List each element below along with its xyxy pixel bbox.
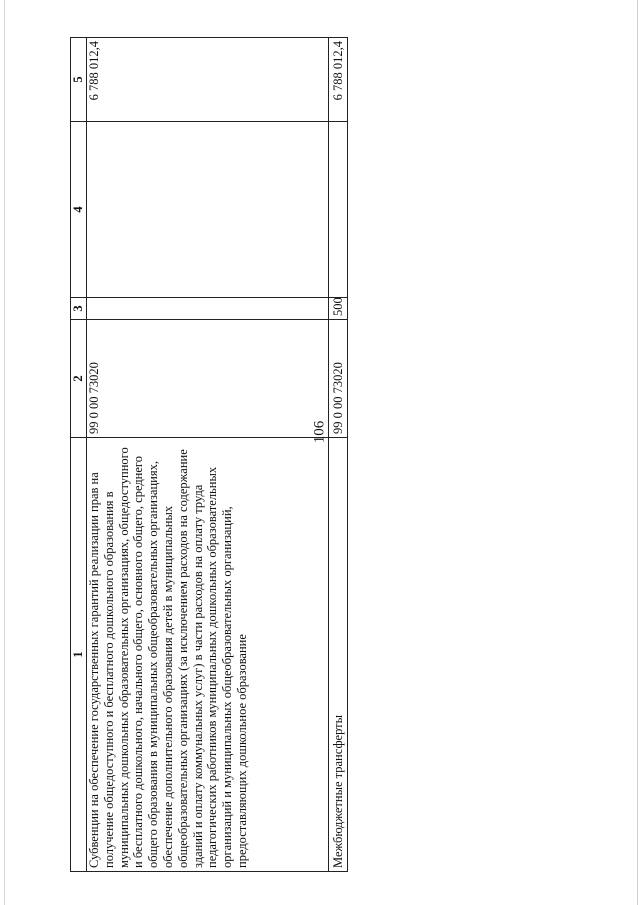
header-col-5: 5 (71, 38, 87, 122)
header-col-1: 1 (71, 438, 87, 872)
row-description: Межбюджетные трансферты (329, 438, 348, 872)
page-number: 106 (311, 420, 328, 444)
budget-table (70, 37, 348, 872)
row-col4 (329, 122, 348, 298)
row-type: 500 (329, 298, 348, 320)
row-type (87, 298, 329, 320)
row-code: 99 0 00 73020 (87, 320, 329, 438)
scan-edge-left (4, 0, 5, 905)
row-amount: 6 788 012,4 (329, 38, 348, 122)
row-amount: 6 788 012,4 (87, 38, 329, 122)
rotated-table-container (70, 38, 348, 872)
header-col-2: 2 (71, 320, 87, 438)
row-description: Субвенции на обеспечение государственных гарантий реализации прав на получение общедоступного и бесплатного дошкольного образования в муниципальных дошкольных образовательных организациях, общедоступного и бесплатного дошкольного, начального общего, основного общего, среднего общего образования в муниципальных общеобразовательных организациях, обеспечение дополнительного образования детей в муниципальных общеобразовательных организациях (за исключением расходов на содержание зданий и оплату коммунальных услуг) в части расходов на оплату труда педагогических работников муниципальных дошкольных образовательных организаций и муниципальных общеобразовательных организаций, предоставляющих дошкольное образование (87, 438, 329, 872)
header-col-3: 3 (71, 298, 87, 320)
header-col-4: 4 (71, 122, 87, 298)
table-header-row (71, 38, 87, 872)
table-row (87, 38, 329, 872)
row-code: 99 0 00 73020 (329, 320, 348, 438)
table-row (329, 38, 348, 872)
row-col4 (87, 122, 329, 298)
scan-edge-right (637, 0, 638, 905)
